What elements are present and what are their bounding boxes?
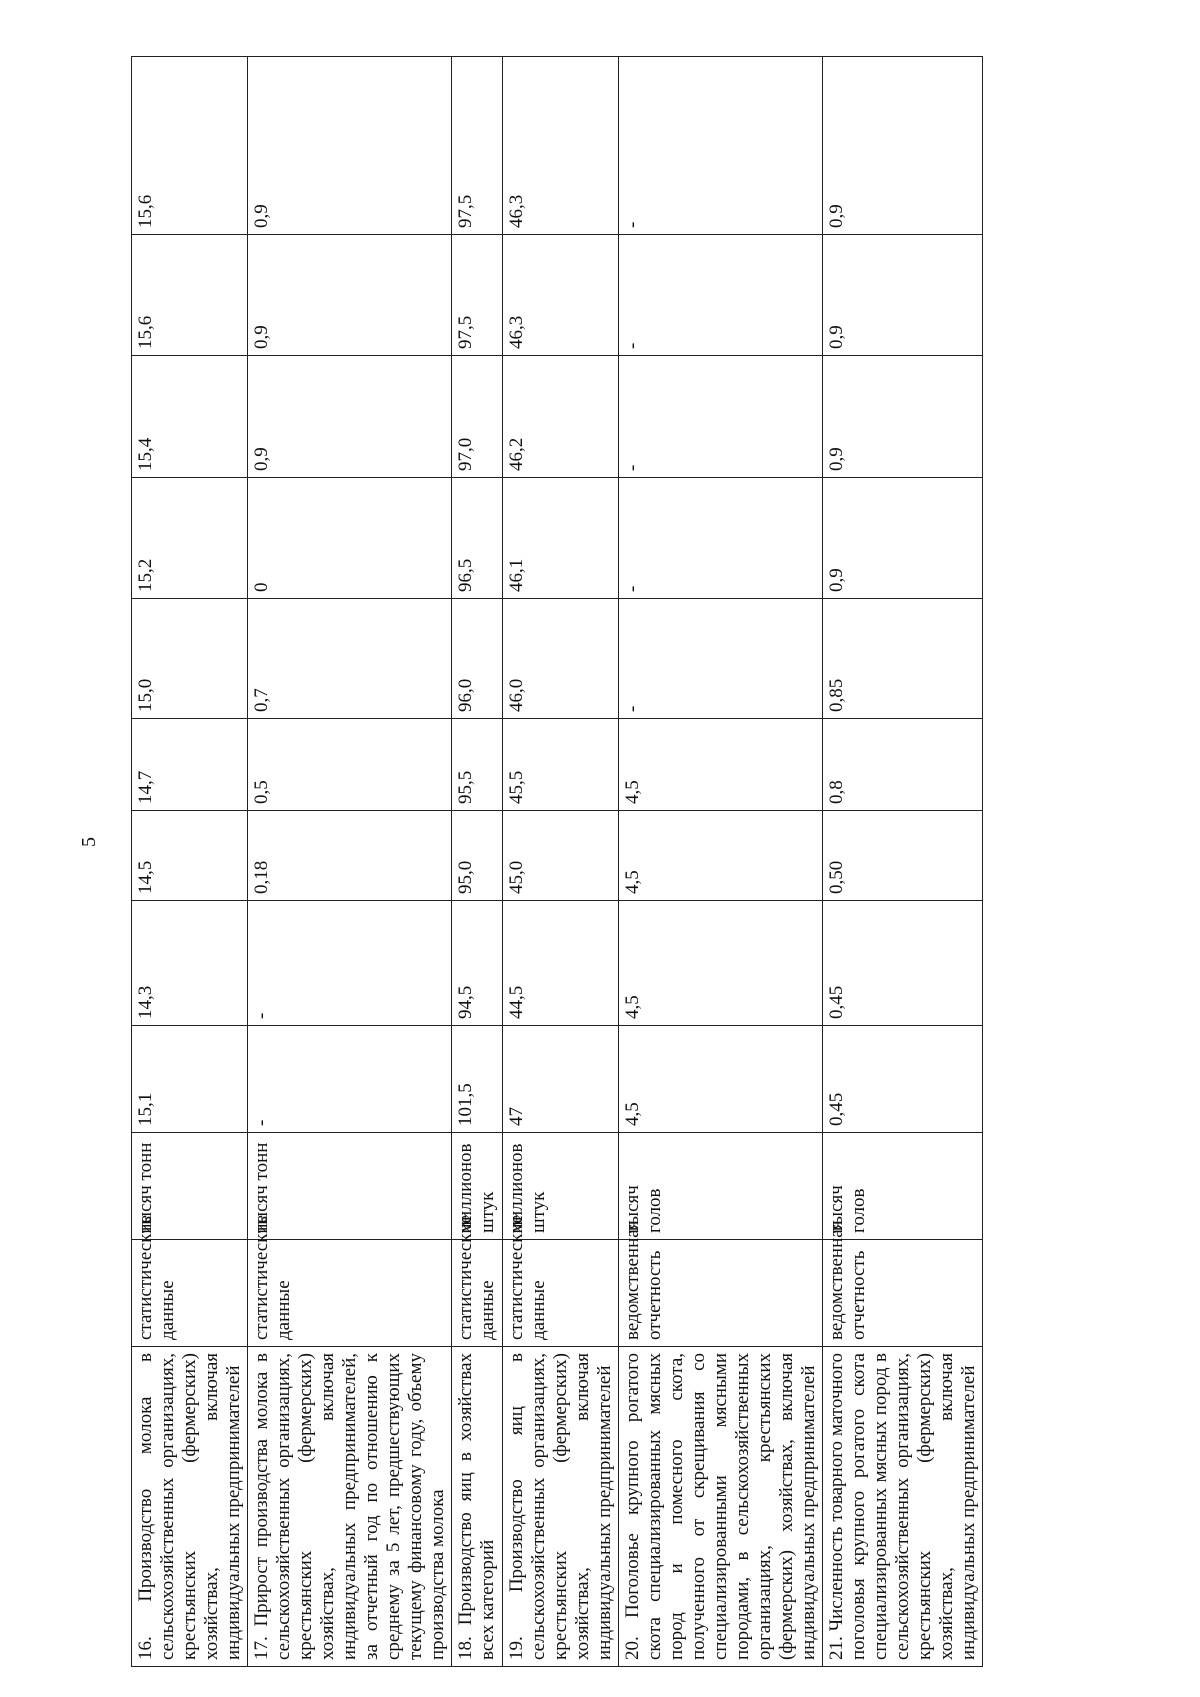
unit-of-measure: тысяч голов <box>822 1133 982 1240</box>
table-row <box>248 57 452 1667</box>
value-cell: 15,1 <box>132 1026 248 1133</box>
value-cell: - <box>618 356 822 478</box>
table-row <box>452 57 502 1667</box>
value-cell: 96,5 <box>452 478 502 599</box>
unit-of-measure: тысяч тонн <box>248 1133 452 1240</box>
table-row <box>618 57 822 1667</box>
value-cell: 0,9 <box>822 57 982 235</box>
value-cell: 14,7 <box>132 719 248 811</box>
value-cell: 15,2 <box>132 478 248 599</box>
value-cell: - <box>618 599 822 719</box>
value-cell: 0,8 <box>822 719 982 811</box>
indicator-name: 16. Производство молока в сельскохозяйственных организациях, крестьянских (фермерских) хозяйствах, включая индивидуальных предпринимателей <box>132 1347 248 1667</box>
value-cell: - <box>248 1026 452 1133</box>
value-cell: 46,0 <box>502 599 618 719</box>
value-cell: 95,5 <box>452 719 502 811</box>
value-cell: 0,50 <box>822 811 982 901</box>
table-row <box>132 57 248 1667</box>
value-cell: 4,5 <box>618 811 822 901</box>
unit-of-measure: миллионов штук <box>452 1133 502 1240</box>
value-cell: 0 <box>248 478 452 599</box>
value-cell: 101,5 <box>452 1026 502 1133</box>
value-cell: 14,3 <box>132 901 248 1026</box>
value-cell: 0,5 <box>248 719 452 811</box>
data-source: статистические данные <box>132 1240 248 1347</box>
unit-of-measure: тысяч тонн <box>132 1133 248 1240</box>
value-cell: 46,2 <box>502 356 618 478</box>
value-cell: 97,0 <box>452 356 502 478</box>
table-row <box>502 57 618 1667</box>
value-cell: 95,0 <box>452 811 502 901</box>
data-source: статистические данные <box>452 1240 502 1347</box>
value-cell: 0,18 <box>248 811 452 901</box>
value-cell: 15,0 <box>132 599 248 719</box>
value-cell: 15,6 <box>132 57 248 235</box>
value-cell: 45,0 <box>502 811 618 901</box>
value-cell: 15,6 <box>132 235 248 356</box>
value-cell: 46,3 <box>502 235 618 356</box>
value-cell: 4,5 <box>618 719 822 811</box>
value-cell: 4,5 <box>618 901 822 1026</box>
value-cell: 96,0 <box>452 599 502 719</box>
value-cell: 44,5 <box>502 901 618 1026</box>
indicator-name: 18. Производство яиц в хозяйствах всех категорий <box>452 1347 502 1667</box>
value-cell: 0,85 <box>822 599 982 719</box>
value-cell: 47 <box>502 1026 618 1133</box>
value-cell: 0,7 <box>248 599 452 719</box>
value-cell: 45,5 <box>502 719 618 811</box>
value-cell: 0,9 <box>248 235 452 356</box>
value-cell: - <box>618 235 822 356</box>
data-source: ведомственная отчетность <box>618 1240 822 1347</box>
unit-of-measure: миллионов штук <box>502 1133 618 1240</box>
table-row <box>822 57 982 1667</box>
data-source: статистические данные <box>248 1240 452 1347</box>
page-number: 5 <box>78 837 100 847</box>
value-cell: 0,45 <box>822 1026 982 1133</box>
value-cell: 46,1 <box>502 478 618 599</box>
indicator-name: 17. Прирост производства молока в сельскохозяйственных организациях, крестьянских (фермерских) хозяйствах, включая индивидуальных предпринимателей, за отчетный год по отношению к среднему за 5 лет, предшествующих текущему финансовому году, объему производства молока <box>248 1347 452 1667</box>
data-source: ведомственная отчетность <box>822 1240 982 1347</box>
value-cell: - <box>618 57 822 235</box>
value-cell: - <box>618 478 822 599</box>
data-source: статистические данные <box>502 1240 618 1347</box>
value-cell: 0,9 <box>248 356 452 478</box>
value-cell: - <box>248 901 452 1026</box>
indicator-name: 19. Производство яиц в сельскохозяйственных организациях, крестьянских (фермерских) хозяйствах, включая индивидуальных предпринимателей <box>502 1347 618 1667</box>
value-cell: 0,9 <box>248 57 452 235</box>
value-cell: 14,5 <box>132 811 248 901</box>
value-cell: 94,5 <box>452 901 502 1026</box>
value-cell: 0,45 <box>822 901 982 1026</box>
indicator-table <box>131 56 983 1667</box>
value-cell: 15,4 <box>132 356 248 478</box>
value-cell: 97,5 <box>452 235 502 356</box>
value-cell: 0,9 <box>822 356 982 478</box>
value-cell: 4,5 <box>618 1026 822 1133</box>
value-cell: 97,5 <box>452 57 502 235</box>
unit-of-measure: тысяч голов <box>618 1133 822 1240</box>
value-cell: 0,9 <box>822 478 982 599</box>
value-cell: 46,3 <box>502 57 618 235</box>
value-cell: 0,9 <box>822 235 982 356</box>
indicator-name: 20. Поголовье крупного рогатого скота специализированных мясных пород и помесного скота, полученного от скрещивания со специализированными мясными породами, в сельскохозяйственных организациях, крестьянских (фермерских) хозяйствах, включая индивидуальных предпринимателей <box>618 1347 822 1667</box>
indicator-name: 21. Численность товарного маточного поголовья крупного рогатого скота специализированных мясных пород в сельскохозяйственных организациях, крестьянских (фермерских) хозяйствах, включая индивидуальных предпринимателей <box>822 1347 982 1667</box>
